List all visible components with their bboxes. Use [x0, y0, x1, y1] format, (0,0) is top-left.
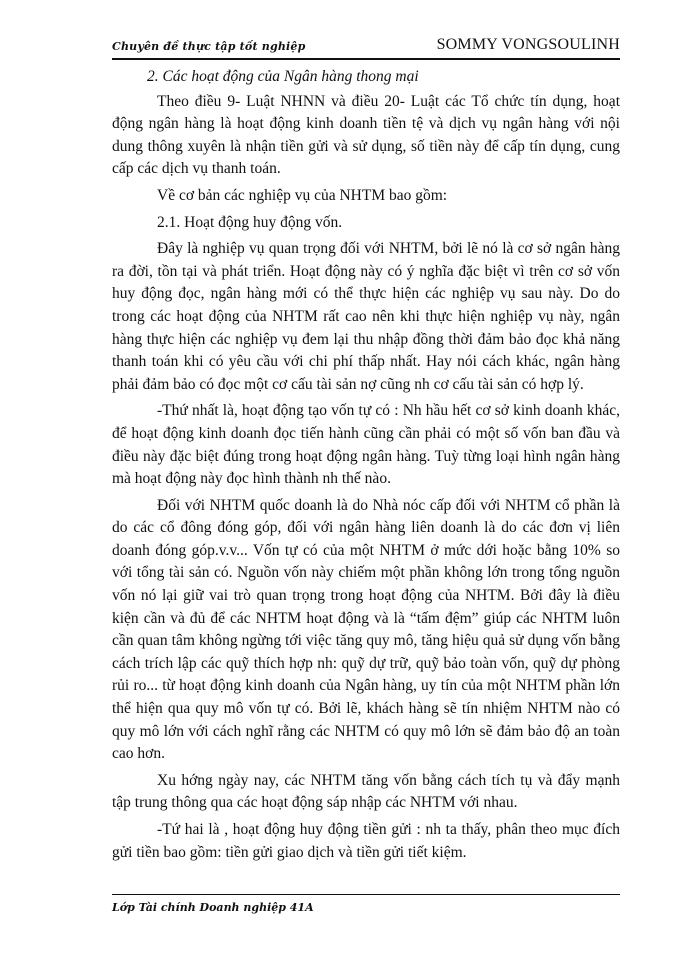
- body-paragraph-5: Đối với NHTM quốc doanh là do Nhà nóc cấp đối với NHTM cổ phần là do các cổ đông đóng góp, đối với ngân hàng liên doanh là do các đơn vị liên doanh đóng góp.v.v... Vốn tự có của một NHTM ở mức dới hoặc bằng 10% so với tổng tài sản có. Nguồn vốn này chiếm một phần không lớn trong tổng nguồn vốn nó lại giữ vai trò quan trọng trong hoạt động của NHTM. Bởi đây là điều kiện cần và đủ để các NHTM hoạt động và là “tấm đệm” giúp các NHTM luôn cần quan tâm không ngừng tới việc tăng quy mô, tăng hiệu quả sử dụng vốn bằng cách trích lập các quỹ thích hợp nh: quỹ dự trữ, quỹ bảo toàn vốn, quỹ dự phòng rủi ro... từ hoạt động kinh doanh của Ngân hàng, uy tín của một NHTM phần lớn thể hiện qua quy mô vốn tự có. Bởi lẽ, khách hàng sẽ tín nhiệm NHTM nào có quy mô lớn với cách nghĩ rằng các NHTM có quy mô lớn sẽ đảm bảo độ an toàn cao hơn.: [112, 496, 620, 763]
- body-paragraph-6: Xu hớng ngày nay, các NHTM tăng vốn bằng cách tích tụ và đẩy mạnh tập trung thông qua các hoạt động sáp nhập các NHTM với nhau.: [112, 771, 620, 812]
- body-paragraph-1: Theo điều 9- Luật NHNN và điều 20- Luật các Tổ chức tín dụng, hoạt động ngân hàng là hoạt động kinh doanh tiền tệ và dịch vụ ngân hàng với nội dung thông xuyên là nhận tiền gửi và sử dụng, số tiền này để cấp tín dụng, cung cấp các dịch vụ thanh toán.: [112, 92, 620, 178]
- body-paragraph-4: -Thứ nhất là, hoạt động tạo vốn tự có : Nh hầu hết cơ sở kinh doanh khác, để hoạt động kinh doanh đọc tiến hành cũng cần phải có một số vốn ban đầu và điều này đặc biệt đúng trong hoạt động ngân hàng. Tuỳ từng loại hình ngân hàng mà hoạt động này đọc hình thành nh thế nào.: [112, 402, 620, 488]
- footer-divider: [112, 894, 620, 895]
- body-paragraph-2: Về cơ bản các nghiệp vụ của NHTM bao gồm:: [157, 186, 448, 204]
- body-paragraph-3: Đây là nghiệp vụ quan trọng đối với NHTM, bởi lẽ nó là cơ sở ngân hàng ra đời, tồn tại và phát triển. Hoạt động này có ý nghĩa đặc biệt vì trên cơ sở vốn huy động đọc, ngân hàng mới có thể thực hiện các nghiệp vụ sau này. Do do trong các hoạt động của NHTM rất cao nên khi thực hiện nghiệp vụ này, ngân hàng thực hiện các nghiệp vụ đem lại thu nhập đồng thời đảm bảo đọc khả năng thanh toán khi có yêu cầu với chi phí thấp nhất. Hay nói cách khác, ngân hàng phải đảm bảo có đọc một cơ cấu tài sản nợ cũng nh cơ cấu tài sản có hợp lý.: [112, 240, 620, 393]
- section-title: 2. Các hoạt động của Ngân hàng thong mại: [147, 68, 419, 85]
- page-header: [112, 36, 620, 58]
- header-document-type: Chuyên đề thực tập tốt nghiệp: [112, 40, 306, 53]
- header-divider: [112, 58, 620, 60]
- header-author-name: SOMMY VONGSOULINH: [436, 36, 620, 53]
- page-body: [112, 66, 620, 868]
- page-footer: Lớp Tài chính Doanh nghiệp 41A: [112, 901, 314, 914]
- body-paragraph-7: -Tứ hai là , hoạt động huy động tiền gửi : nh ta thấy, phân theo mục đích gửi tiền bao gồm: tiền gửi giao dịch và tiền gửi tiết kiệm.: [112, 821, 620, 861]
- subsection-title: 2.1. Hoạt động huy động vốn.: [157, 213, 343, 231]
